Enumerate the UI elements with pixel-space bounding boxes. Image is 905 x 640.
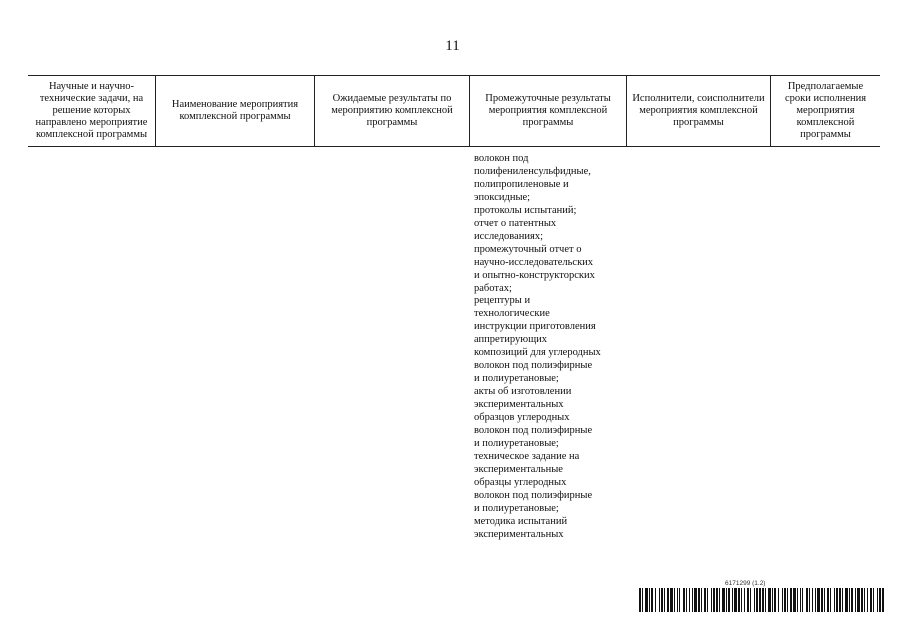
barcode-bar <box>882 588 884 612</box>
page-number: 11 <box>445 38 460 54</box>
barcode-bar <box>674 588 675 612</box>
barcode-bar <box>732 588 733 612</box>
barcode-bar <box>679 588 680 612</box>
barcode-bar <box>834 588 835 612</box>
barcode-bar <box>873 588 874 612</box>
barcode-bar <box>817 588 820 612</box>
barcode-bar <box>824 588 825 612</box>
barcode-bar <box>744 588 745 612</box>
barcode-bar <box>762 588 764 612</box>
barcode-bar <box>698 588 700 612</box>
barcode-bar <box>741 588 742 612</box>
barcode-bar <box>821 588 823 612</box>
barcode-bar <box>750 588 751 612</box>
barcode-bar <box>713 588 715 612</box>
barcode-bar <box>797 588 798 612</box>
barcode-bar <box>704 588 706 612</box>
barcode-id: 6171299 (1.2) <box>725 580 766 587</box>
barcode-bar <box>774 588 776 612</box>
barcode-bar <box>849 588 850 612</box>
barcode-bar <box>728 588 730 612</box>
barcode-bar <box>683 588 685 612</box>
header-expected-results: Ожидаемые результаты по мероприятию комплексной программы <box>315 76 470 146</box>
barcode-bar <box>726 588 727 612</box>
barcode-bar <box>711 588 712 612</box>
header-interim-results: Промежуточные результаты мероприятия комплексной программы <box>470 76 627 146</box>
header-activity-name: Наименование мероприятия комплексной программы <box>156 76 315 146</box>
barcode-bar <box>716 588 718 612</box>
barcode-bar <box>855 588 856 612</box>
barcode-bar <box>686 588 687 612</box>
barcode-bar <box>778 588 779 612</box>
barcode-bar <box>642 588 643 612</box>
barcode-bar <box>677 588 678 612</box>
barcode-bar <box>790 588 792 612</box>
barcode-bar <box>722 588 725 612</box>
barcode-bar <box>787 588 788 612</box>
barcode-bar <box>649 588 650 612</box>
barcode-bar <box>659 588 660 612</box>
barcode-bar <box>701 588 702 612</box>
barcode-bar <box>857 588 860 612</box>
barcode-bar <box>692 588 693 612</box>
barcode-bar <box>756 588 758 612</box>
barcode-bar <box>842 588 843 612</box>
barcode-bar <box>812 588 813 612</box>
barcode-bar <box>806 588 808 612</box>
barcode-bar <box>845 588 848 612</box>
barcode-bar <box>772 588 773 612</box>
barcode-icon <box>639 588 885 612</box>
barcode-bar <box>827 588 829 612</box>
barcode-bar <box>747 588 749 612</box>
barcode-bar <box>689 588 690 612</box>
barcode-bar <box>754 588 755 612</box>
barcode-bar <box>782 588 783 612</box>
barcode-bar <box>719 588 720 612</box>
barcode-bar <box>694 588 697 612</box>
interim-results-text: волокон под полифениленсульфидные, полипропиленовые и эпоксидные; протоколы испытаний; отчет о патентных исследованиях; промежуточный отчет о научно-исследовательских и опытно-конструкторских работах; рецептуры и технологические инструкции приготовления аппретирующих композиций для углеродных волокон под полиэфирные и полиуретановые; акты об изготовлении экспериментальных образцов углеродных волокон под полиэфирные и полиуретановые; техническое задание на экспериментальные образцы углеродных волокон под полиэфирные и полиуретановые; методика испытаний экспериментальных <box>474 153 601 540</box>
barcode-bar <box>784 588 786 612</box>
barcode-bar <box>867 588 868 612</box>
table-header <box>28 75 880 147</box>
barcode-bar <box>655 588 656 612</box>
barcode-bar <box>877 588 878 612</box>
barcode-bar <box>851 588 853 612</box>
barcode-bar <box>667 588 669 612</box>
barcode-bar <box>765 588 766 612</box>
barcode-bar <box>815 588 816 612</box>
barcode-bar <box>870 588 872 612</box>
barcode-bar <box>768 588 771 612</box>
barcode-bar <box>836 588 838 612</box>
barcode-bar <box>670 588 673 612</box>
barcode-bar <box>861 588 863 612</box>
barcode-bar <box>661 588 663 612</box>
barcode-bar <box>651 588 653 612</box>
barcode-bar <box>879 588 881 612</box>
barcode-bar <box>793 588 796 612</box>
barcode-bar <box>830 588 831 612</box>
barcode-bar <box>839 588 841 612</box>
barcode-bar <box>738 588 740 612</box>
barcode-bar <box>802 588 803 612</box>
barcode-bar <box>734 588 737 612</box>
barcode-bar <box>639 588 641 612</box>
barcode-bar <box>707 588 708 612</box>
barcode-bar <box>809 588 810 612</box>
barcode-bar <box>759 588 761 612</box>
barcode-bar <box>864 588 865 612</box>
barcode-bar <box>645 588 648 612</box>
barcode-bar <box>800 588 801 612</box>
header-tasks: Научные и научно-технические задачи, на решение которых направлено мероприятие комплексной программы <box>28 76 156 146</box>
header-deadlines: Предполагаемые сроки исполнения мероприятия комплексной программы <box>784 81 867 140</box>
header-executors: Исполнители, соисполнители мероприятия комплексной программы <box>627 76 771 146</box>
barcode-bar <box>664 588 665 612</box>
